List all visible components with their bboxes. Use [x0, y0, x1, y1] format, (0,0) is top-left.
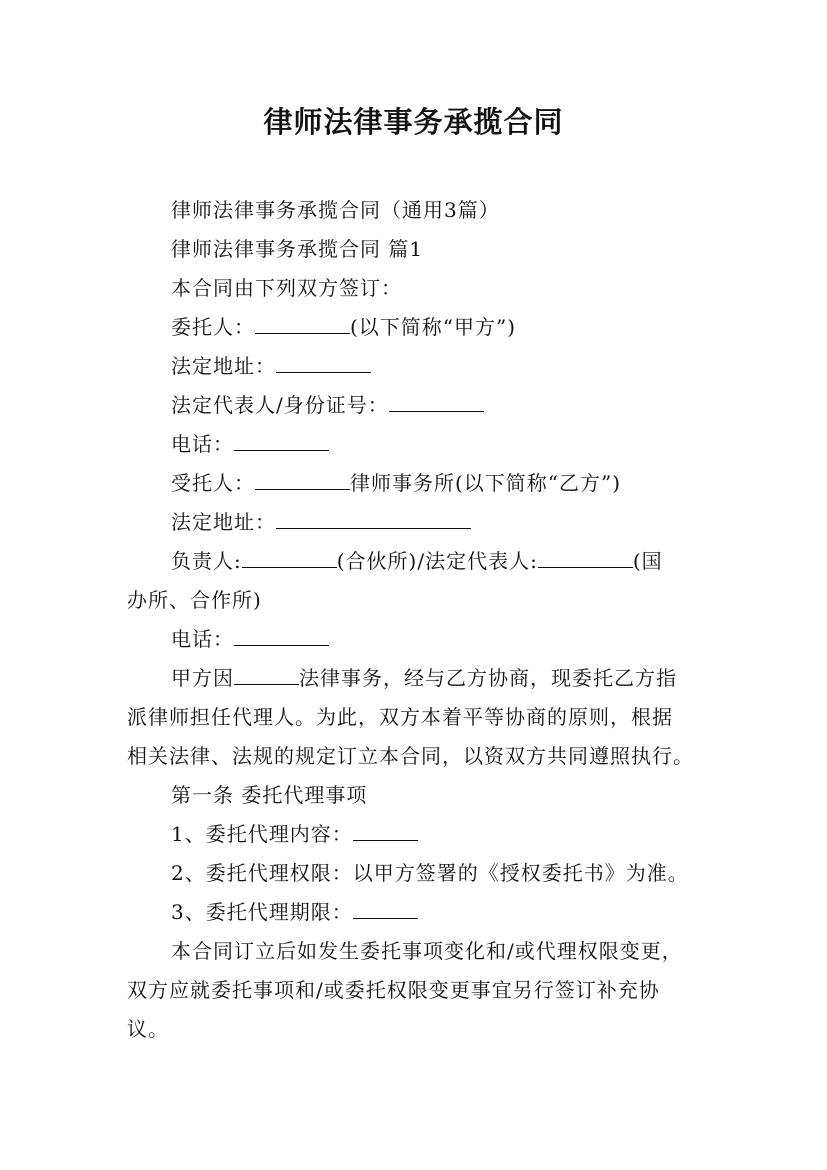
client-line: [171, 313, 516, 341]
para1-start: 甲方因: [171, 666, 234, 690]
responsible-tail: (国: [632, 549, 663, 573]
agent-phone-line: [171, 625, 329, 653]
item3-label: 3、委托代理期限：: [171, 900, 353, 924]
article1-heading: 第一条 委托代理事项: [171, 783, 368, 807]
item1-line: [171, 820, 418, 848]
agent-address-blank: [276, 508, 471, 529]
agent-suffix: 律师事务所(以下简称“乙方”): [350, 471, 622, 495]
agent-line: [171, 469, 621, 497]
matter-blank: [234, 664, 299, 685]
item3-line: [171, 898, 418, 926]
client-address-blank: [276, 352, 371, 373]
responsible-wrap: 办所、合作所): [127, 588, 262, 612]
client-address-label: 法定地址：: [171, 354, 276, 378]
document-subtitle: 律师法律事务承揽合同（通用3篇）: [171, 198, 500, 222]
para1-line2: 派律师担任代理人。为此，双方本着平等协商的原则，根据: [127, 705, 673, 729]
responsible-mid: (合伙所)/法定代表人:: [336, 549, 538, 573]
para2-line3: 议。: [127, 1017, 169, 1041]
client-address-line: [171, 352, 371, 380]
item3-blank: [353, 898, 418, 919]
para2-line2: 双方应就委托事项和/或委托权限变更事宜另行签订补充协: [127, 978, 660, 1002]
agent-phone-label: 电话：: [171, 627, 234, 651]
responsible-label: 负责人:: [171, 549, 242, 573]
client-blank: [255, 313, 350, 334]
para1-rest: 法律事务，经与乙方协商，现委托乙方指: [299, 666, 677, 690]
responsible-line: [171, 547, 663, 575]
para1-line1: [171, 664, 677, 692]
intro-line: 本合同由下列双方签订：: [171, 276, 402, 300]
para1-line3: 相关法律、法规的规定订立本合同，以资双方共同遵照执行。: [127, 744, 694, 768]
agent-phone-blank: [234, 625, 329, 646]
item1-label: 1、委托代理内容：: [171, 822, 353, 846]
agent-address-label: 法定地址：: [171, 510, 276, 534]
document-title: 律师法律事务承揽合同: [263, 105, 564, 139]
client-rep-blank: [389, 391, 484, 412]
agent-label: 受托人：: [171, 471, 255, 495]
responsible-blank: [242, 547, 337, 568]
client-phone-blank: [234, 430, 329, 451]
agent-address-line: [171, 508, 471, 536]
para2-line1: 本合同订立后如发生委托事项变化和/或代理权限变更，: [171, 939, 683, 963]
client-suffix: (以下简称“甲方”): [350, 315, 517, 339]
item2-line: 2、委托代理权限：以甲方签署的《授权委托书》为准。: [171, 861, 689, 885]
client-rep-label: 法定代表人/身份证号：: [171, 393, 389, 417]
item1-blank: [353, 820, 418, 841]
client-phone-label: 电话：: [171, 432, 234, 456]
client-label: 委托人：: [171, 315, 255, 339]
legal-rep-blank: [538, 547, 633, 568]
client-phone-line: [171, 430, 329, 458]
agent-blank: [255, 469, 350, 490]
part-heading: 律师法律事务承揽合同 篇1: [171, 237, 424, 261]
client-rep-line: [171, 391, 484, 419]
